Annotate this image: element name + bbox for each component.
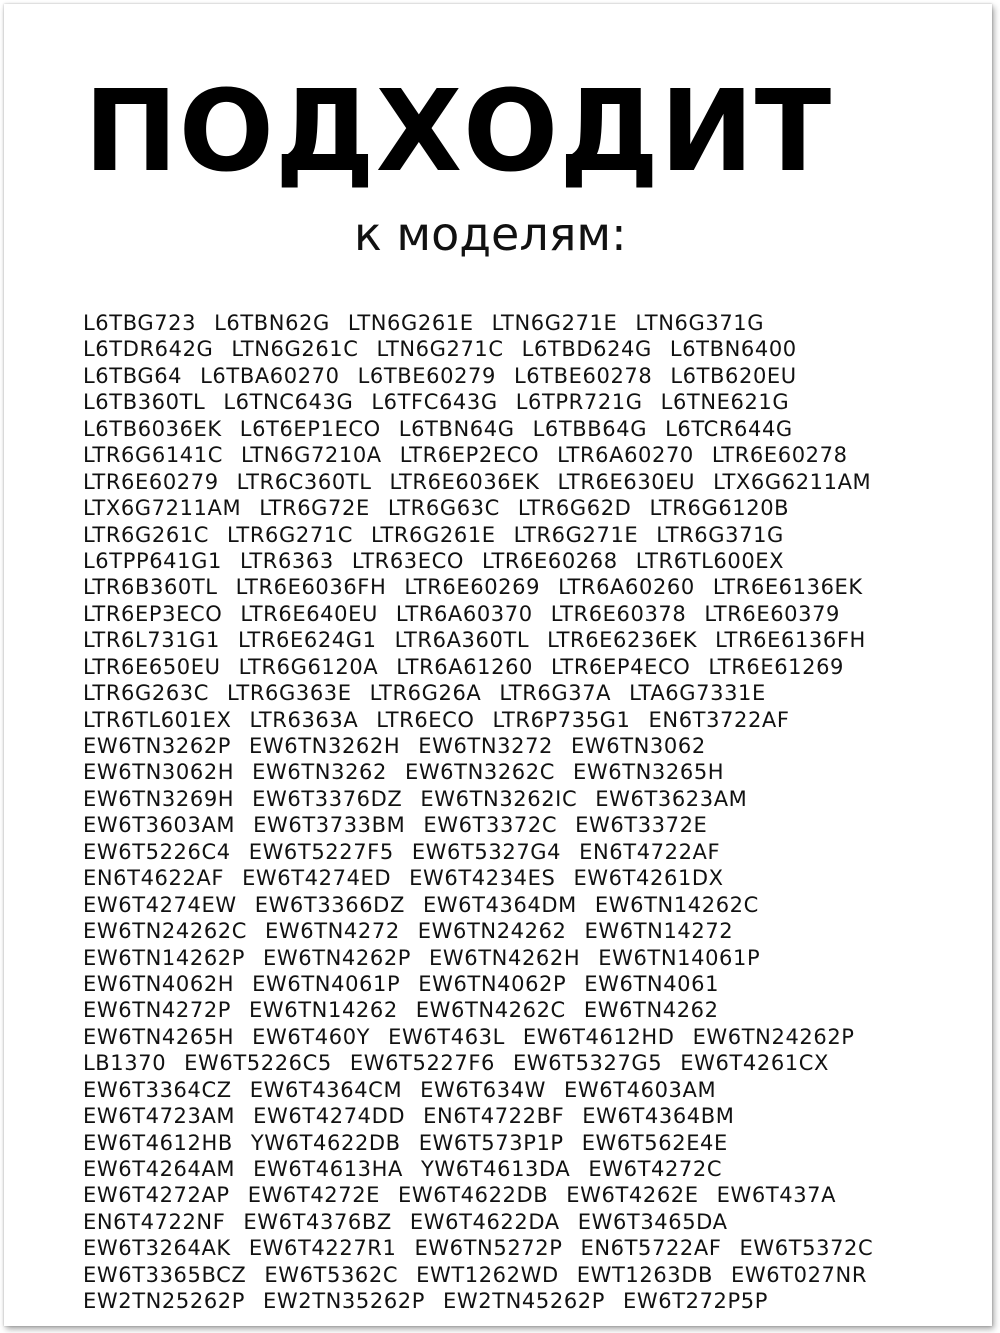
- model-code: EW6T4227R1: [248, 1236, 397, 1261]
- model-code: EW6TN3062: [571, 734, 706, 758]
- model-code: EW6T4364BM: [582, 1104, 735, 1129]
- model-code: EW6TN24262: [417, 919, 567, 944]
- model-code: LTR6E6036EK: [389, 469, 540, 494]
- model-code: LTR6EP2ECO: [399, 443, 540, 468]
- model-code: EW6TN4262H: [429, 945, 581, 970]
- model-code: EW6TN4062P: [418, 971, 567, 996]
- model-code: EW6T4364CM: [249, 1077, 403, 1102]
- model-code: EW6T3264AK: [83, 1236, 231, 1261]
- model-row: [83, 839, 963, 865]
- model-code: LTR6363A: [249, 707, 359, 732]
- model-code: L6TBE60279: [357, 363, 496, 388]
- model-code: YW6T4613DA: [420, 1157, 571, 1181]
- model-row: [83, 1077, 963, 1103]
- model-row: [83, 759, 963, 785]
- model-code: EW6T4272AP: [83, 1183, 230, 1208]
- model-row: [83, 812, 963, 838]
- model-code: LTR6E60378: [550, 601, 687, 626]
- model-code: LTR6G261C: [83, 522, 210, 547]
- model-code: L6TBG723: [83, 311, 197, 335]
- model-code: EW6T4272E: [247, 1183, 381, 1208]
- model-code: LTR6A60260: [558, 575, 695, 600]
- model-row: [83, 1182, 963, 1208]
- model-code: L6TBA60270: [200, 363, 340, 388]
- model-code: EW6T5372C: [739, 1236, 874, 1261]
- model-code: EW6TN3272: [418, 734, 553, 758]
- model-code: LTR6E60269: [404, 575, 541, 600]
- model-code: L6TBN64G: [398, 416, 515, 441]
- model-code: LTR6G6120B: [649, 496, 790, 521]
- model-row: [83, 865, 963, 891]
- model-code: L6TBB64G: [532, 416, 648, 441]
- model-row: [83, 627, 963, 653]
- model-code: L6TBN62G: [214, 311, 330, 335]
- model-code: EW6T4274ED: [242, 866, 392, 891]
- model-code: LTR6E6136EK: [712, 575, 863, 600]
- model-code: EW6T5362C: [264, 1262, 399, 1287]
- model-code: EN6T4722NF: [83, 1209, 226, 1234]
- model-code: LTR6E61269: [708, 654, 845, 679]
- model-code: L6TPR721G: [515, 390, 643, 415]
- model-code: LTR6G6120A: [238, 654, 379, 679]
- model-code: LTR6ECO: [376, 707, 475, 732]
- model-code: EW6TN3269H: [83, 786, 235, 811]
- model-code: EW6TN4262: [583, 998, 719, 1023]
- model-code: L6TBD624G: [521, 337, 652, 362]
- model-code: LTR6A360TL: [394, 628, 530, 653]
- model-code: EW6T562E4E: [581, 1130, 728, 1155]
- model-code: EW6T4234ES: [409, 866, 556, 891]
- model-code: EN6T4722BF: [423, 1104, 565, 1129]
- model-code: EW6T272P5P: [623, 1289, 768, 1314]
- model-code: EW6TN4061: [584, 971, 720, 996]
- model-code: EW6T4613HA: [253, 1157, 403, 1181]
- model-code: EW2TN35262P: [263, 1289, 425, 1314]
- model-code: LTR6E60278: [711, 443, 848, 468]
- model-code: EW6T437A: [716, 1183, 837, 1208]
- model-code: EW6T573P1P: [418, 1130, 564, 1155]
- model-code: EW6T4274DD: [253, 1104, 406, 1129]
- model-row: [83, 1103, 963, 1129]
- model-row: [83, 786, 963, 812]
- model-row: [83, 389, 963, 415]
- model-code: LTR6G26A: [369, 681, 482, 706]
- model-code: EW6T634W: [420, 1077, 547, 1102]
- model-code: LTN6G261E: [347, 311, 474, 335]
- model-code: LTR6G62D: [517, 496, 632, 521]
- model-code: EW6T4261DX: [573, 866, 724, 891]
- model-code: LTR6A60270: [557, 443, 694, 468]
- model-code: EW6TN14272: [584, 919, 734, 944]
- model-code: L6TBN6400: [669, 337, 797, 362]
- model-code: LTX6G6211AM: [713, 469, 872, 494]
- model-code: EN6T4722AF: [579, 839, 721, 864]
- model-code: LTR6E6036FH: [235, 575, 387, 600]
- model-code: EW6TN3262IC: [420, 786, 578, 811]
- model-code: EW6TN14061P: [598, 945, 761, 970]
- model-row: [83, 680, 963, 706]
- model-code: EW6TN4062H: [83, 971, 235, 996]
- model-code: LTR6P735G1: [492, 707, 631, 732]
- model-code: EW6T4272C: [588, 1157, 723, 1181]
- model-code: LTR6G371G: [656, 522, 784, 547]
- model-code: EW6TN5272P: [414, 1236, 563, 1261]
- model-code: LTN6G271E: [491, 311, 618, 335]
- model-code: EW6T460Y: [252, 1024, 371, 1049]
- model-code: LTR6C360TL: [236, 469, 372, 494]
- model-row: [83, 495, 963, 521]
- model-code: EW6T5227F5: [248, 839, 394, 864]
- model-code: EW6TN3262C: [404, 760, 555, 785]
- model-code: EW6T4723AM: [83, 1104, 236, 1129]
- model-code: LTR6E640EU: [240, 601, 378, 626]
- model-code: LTR6E6236EK: [547, 628, 698, 653]
- model-code: LTR6E60379: [704, 601, 841, 626]
- model-code: LTN6G261C: [231, 337, 359, 362]
- model-row: [83, 416, 963, 442]
- model-code: EW6T3465DA: [577, 1209, 728, 1234]
- model-row: [83, 574, 963, 600]
- model-row: [83, 1288, 963, 1314]
- model-code: EW2TN25262P: [83, 1289, 245, 1314]
- model-code: EW6T3376DZ: [252, 786, 403, 811]
- model-code: EW6T3372E: [575, 813, 708, 838]
- model-code: LTR6G271E: [513, 522, 639, 547]
- model-code: L6TBG64: [83, 363, 183, 388]
- model-code: EW6T3365BCZ: [83, 1262, 247, 1287]
- model-code: LTR6E60268: [482, 548, 618, 573]
- model-code: LTR6G363E: [227, 681, 352, 706]
- model-code: LTA6G7331E: [629, 681, 766, 706]
- model-row: [83, 336, 963, 362]
- model-row: [83, 1235, 963, 1261]
- model-code: EW2TN45262P: [443, 1289, 605, 1314]
- model-code: L6TCR644G: [665, 416, 793, 441]
- model-code: L6TBE60278: [513, 363, 653, 388]
- model-code: L6TNC643G: [223, 390, 354, 415]
- model-code: EW6T5226C4: [83, 839, 231, 864]
- model-code: EN6T5722AF: [580, 1236, 722, 1261]
- model-code: LTR6E650EU: [83, 654, 221, 679]
- model-code: EW6T3372C: [423, 813, 558, 838]
- model-code: EW6TN4272: [265, 919, 400, 944]
- model-code: EW6TN3062H: [83, 760, 235, 785]
- model-code: EW6TN3265H: [573, 760, 725, 785]
- model-code: LTR6G37A: [499, 681, 612, 706]
- model-row: [83, 945, 963, 971]
- model-code: EW6T4262E: [566, 1183, 699, 1208]
- model-row: [83, 363, 963, 389]
- model-row: [83, 601, 963, 627]
- model-code: EW6T4612HD: [522, 1024, 675, 1049]
- page-subtitle: к моделям:: [354, 207, 627, 261]
- model-code: EWT1262WD: [416, 1262, 559, 1287]
- model-code: LTR6G263C: [83, 681, 210, 706]
- model-row: [83, 310, 963, 336]
- model-row: [83, 442, 963, 468]
- model-row: [83, 918, 963, 944]
- model-code: LTR6EP4ECO: [551, 654, 691, 679]
- model-code: LTR6E630EU: [557, 469, 696, 494]
- model-code: EW6T3603AM: [83, 813, 236, 838]
- model-code: L6TNE621G: [660, 390, 790, 415]
- model-code: LTN6G271C: [376, 337, 504, 362]
- model-row: [83, 548, 963, 574]
- model-code: LTR6E6136FH: [715, 628, 866, 653]
- model-code: L6TB6036EK: [83, 416, 222, 441]
- model-code: LTR6E60279: [83, 469, 219, 494]
- model-code: L6TB360TL: [83, 390, 206, 415]
- model-row: [83, 522, 963, 548]
- model-code: EW6T4274EW: [83, 892, 237, 917]
- model-row: [83, 469, 963, 495]
- model-code: LTR6E624G1: [238, 628, 377, 653]
- model-code: LTR6L731G1: [83, 628, 221, 653]
- model-row: [83, 654, 963, 680]
- model-code: LTR6G72E: [259, 496, 370, 521]
- compatibility-card: [4, 4, 992, 1326]
- model-row: [83, 1262, 963, 1288]
- model-code: LTN6G371G: [635, 311, 765, 335]
- model-code: EW6T4364DM: [422, 892, 577, 917]
- model-code: L6TFC643G: [371, 390, 498, 415]
- model-code: EW6T3733BM: [253, 813, 406, 838]
- model-code: EW6T4261CX: [680, 1051, 829, 1076]
- model-code: YW6T4622DB: [250, 1130, 401, 1155]
- model-code: EW6T3623AM: [595, 786, 748, 811]
- model-code: EW6TN4265H: [83, 1024, 235, 1049]
- model-code: EW6T463L: [388, 1024, 505, 1049]
- model-code: LTR6TL601EX: [83, 707, 232, 732]
- model-code: EW6T5227F6: [349, 1051, 495, 1076]
- model-code: EW6T4612HB: [83, 1130, 233, 1155]
- model-code: L6TDR642G: [83, 337, 214, 362]
- model-code: EW6TN3262: [252, 760, 387, 785]
- model-code: EW6TN24262P: [692, 1024, 855, 1049]
- model-code: EW6TN4061P: [252, 971, 401, 996]
- model-code: EW6T5226C5: [184, 1051, 332, 1076]
- model-code: LTN6G7210A: [240, 443, 382, 468]
- model-code: EW6TN14262: [249, 998, 398, 1023]
- model-code: EW6T3366DZ: [254, 892, 405, 917]
- model-code: LTX6G7211AM: [83, 496, 242, 521]
- model-code: LTR6TL600EX: [635, 548, 785, 573]
- model-code: LTR6B360TL: [83, 575, 218, 600]
- model-code: EW6T5327G5: [512, 1051, 663, 1076]
- model-row: [83, 1024, 963, 1050]
- model-code: EW6T4622DB: [398, 1183, 549, 1208]
- model-code: LTR63ECO: [351, 548, 465, 573]
- model-row: [83, 1050, 963, 1076]
- model-code: EW6TN24262C: [83, 919, 247, 944]
- model-code: EW6TN14262C: [594, 892, 759, 917]
- model-row: [83, 733, 963, 759]
- model-row: [83, 1130, 963, 1156]
- model-code: EN6T4622AF: [83, 866, 225, 891]
- model-code: L6TPP641G1: [83, 548, 222, 573]
- model-code: EW6TN4272P: [83, 998, 232, 1023]
- model-code: EW6T4622DA: [409, 1209, 560, 1234]
- model-code: EW6T4376BZ: [243, 1209, 392, 1234]
- model-code: EW6T027NR: [731, 1262, 868, 1287]
- model-code: LB1370: [83, 1051, 167, 1076]
- model-code: L6T6EP1ECO: [239, 416, 381, 441]
- model-row: [83, 1209, 963, 1235]
- model-row: [83, 1156, 963, 1182]
- model-code: LTR6G261E: [371, 522, 496, 547]
- model-code: EN6T3722AF: [648, 707, 790, 732]
- model-code: EW6T5327G4: [411, 839, 562, 864]
- model-code: EW6T4603AM: [564, 1077, 717, 1102]
- page-title: ПОДХОДИТ: [84, 67, 833, 197]
- model-code: LTR6G63C: [387, 496, 500, 521]
- model-code: EW6TN3262P: [83, 734, 232, 758]
- model-code: EW6TN3262H: [249, 734, 401, 758]
- model-code: EW6T3364CZ: [83, 1077, 232, 1102]
- model-code: LTR6A60370: [395, 601, 533, 626]
- model-row: [83, 892, 963, 918]
- model-code: LTR6A61260: [396, 654, 534, 679]
- model-code: LTR6363: [239, 548, 334, 573]
- model-code: L6TB620EU: [670, 363, 797, 388]
- model-row: [83, 997, 963, 1023]
- model-code: EW6TN14262P: [83, 945, 245, 970]
- model-code: LTR6EP3ECO: [83, 601, 223, 626]
- model-list: [83, 310, 963, 1315]
- model-row: [83, 707, 963, 733]
- model-code: EW6TN4262C: [415, 998, 566, 1023]
- model-code: LTR6G271C: [227, 522, 354, 547]
- model-code: EW6T4264AM: [83, 1157, 236, 1181]
- model-row: [83, 971, 963, 997]
- model-code: EWT1263DB: [576, 1262, 714, 1287]
- model-code: EW6TN4262P: [263, 945, 412, 970]
- model-code: LTR6G6141C: [83, 443, 223, 468]
